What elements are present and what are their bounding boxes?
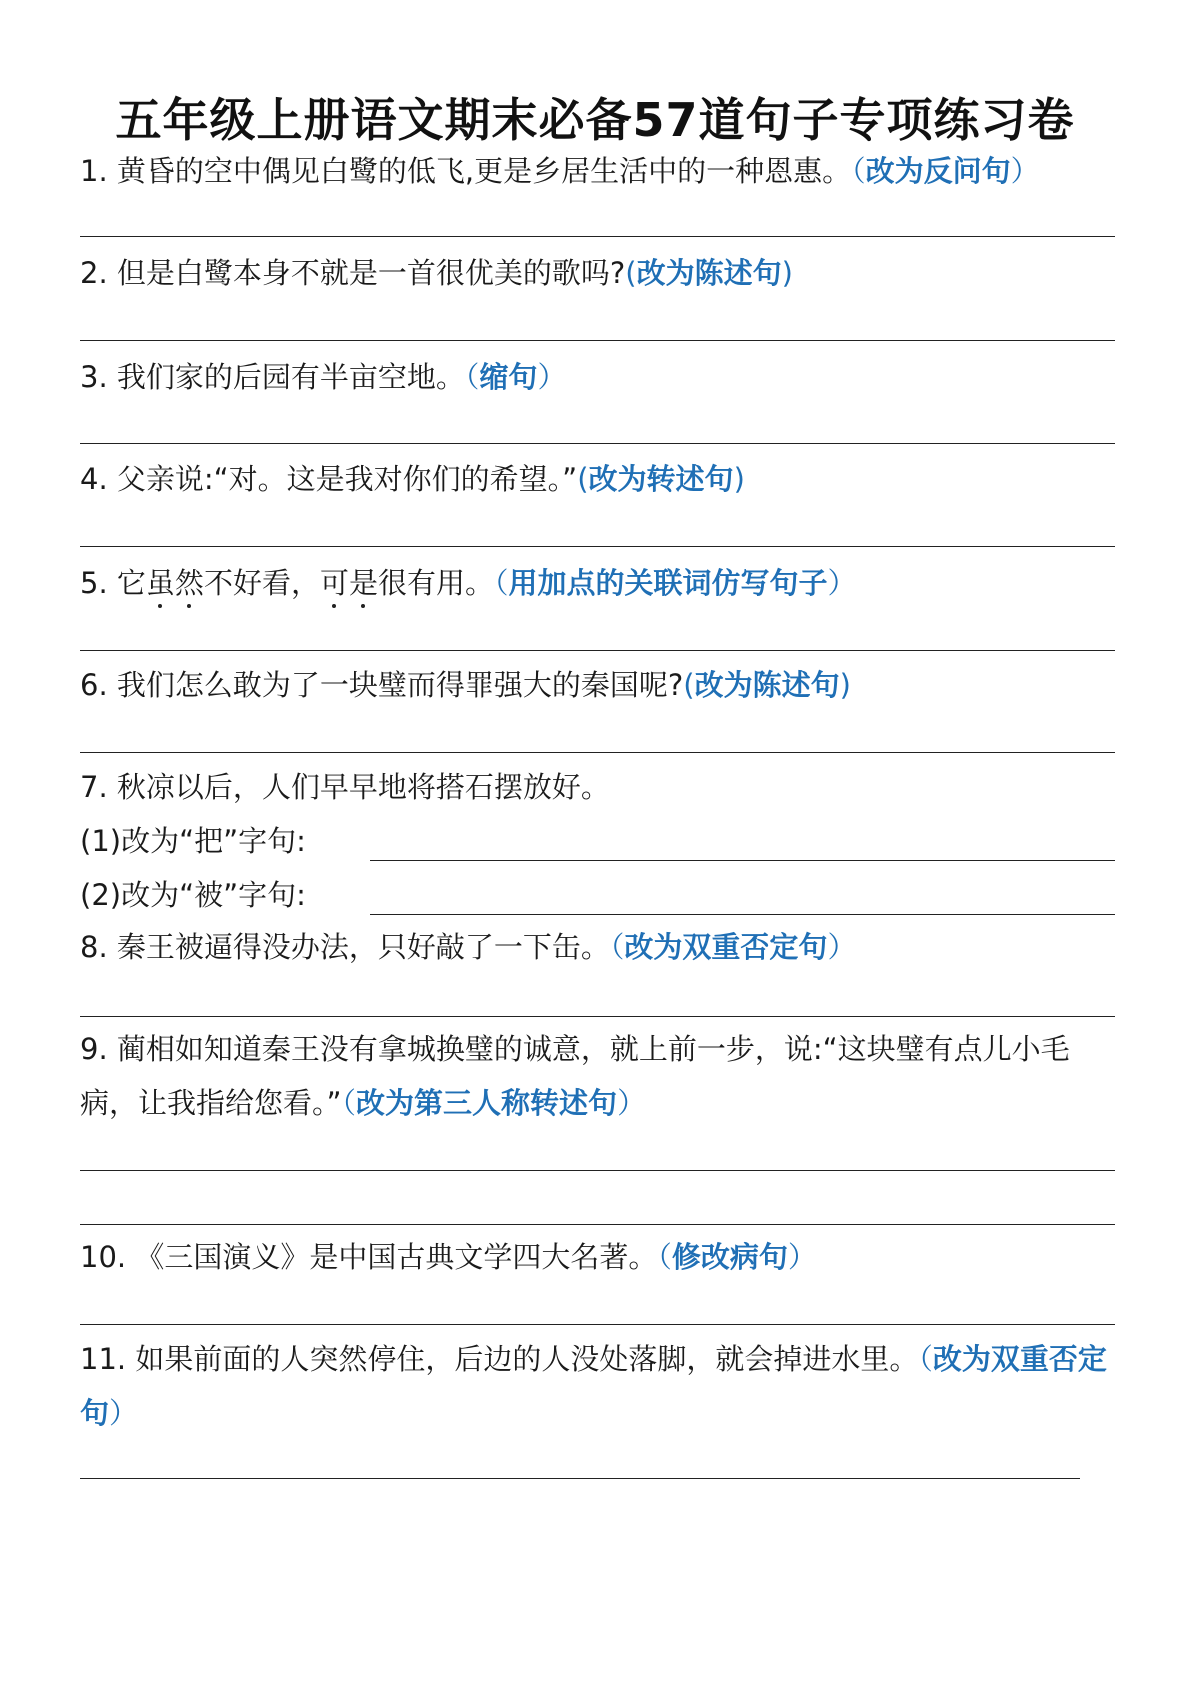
question-number: 3. bbox=[80, 360, 108, 394]
question-hint: 改为陈述句 bbox=[694, 668, 840, 702]
question-number: 11. bbox=[80, 1342, 127, 1376]
emphasis-dot-char: 是 bbox=[349, 556, 378, 610]
question-number: 6. bbox=[80, 668, 108, 702]
question-10: 10. 《三国演义》是中国古典文学四大名著。（修改病句） bbox=[80, 1240, 817, 1274]
question-text: 黄昏的空中偶见白鹭的低飞,更是乡居生活中的一种恩惠。 bbox=[116, 154, 852, 188]
question-hint: 改为转述句 bbox=[588, 462, 734, 496]
question-text: 秋凉以后，人们早早地将搭石摆放好。 bbox=[116, 770, 610, 804]
question-text: 蔺相如知道秦王没有拿城换璧的诚意，就上前一步，说:“这块璧有点儿小毛病，让我指给您看。” bbox=[80, 1032, 1070, 1120]
question-number: 10. bbox=[80, 1240, 127, 1274]
question-11: 11. 如果前面的人突然停住，后边的人没处落脚，就会掉进水里。（改为双重否定句） bbox=[80, 1342, 1107, 1430]
question-hint: 改为陈述句 bbox=[636, 256, 782, 290]
question-number: 4. bbox=[80, 462, 108, 496]
answer-line[interactable] bbox=[80, 650, 1115, 651]
question-6: 6. 我们怎么敢为了一块璧而得罪强大的秦国呢?(改为陈述句) bbox=[80, 668, 851, 702]
question-hint: 改为双重否定句 bbox=[80, 1342, 1107, 1430]
question-7 bbox=[80, 760, 1110, 814]
answer-line[interactable] bbox=[80, 1016, 1115, 1017]
question-hint: 修改病句 bbox=[671, 1240, 788, 1274]
worksheet-title: 五年级上册语文期末必备57道句子专项练习卷 bbox=[115, 93, 1075, 147]
emphasis-dot-char: 可 bbox=[320, 556, 349, 610]
question-8: 8. 秦王被逼得没办法，只好敲了一下缶。（改为双重否定句） bbox=[80, 930, 857, 964]
sub-question-bei: (2)改为“被”字句: bbox=[80, 878, 306, 912]
question-hint: 改为反问句 bbox=[865, 154, 1011, 188]
answer-line[interactable] bbox=[370, 914, 1115, 915]
answer-line[interactable] bbox=[80, 443, 1115, 444]
answer-line[interactable] bbox=[80, 546, 1115, 547]
question-text: 我们怎么敢为了一块璧而得罪强大的秦国呢? bbox=[116, 668, 684, 702]
question-number: 2. bbox=[80, 256, 108, 290]
question-number: 5. bbox=[80, 566, 108, 600]
question-hint: 用加点的关联词仿写句子 bbox=[508, 566, 828, 600]
question-text: 《三国演义》是中国古典文学四大名著。 bbox=[135, 1240, 658, 1274]
question-hint: 改为第三人称转述句 bbox=[356, 1086, 618, 1120]
question-4: 4. 父亲说:“对。这是我对你们的希望。”(改为转述句) bbox=[80, 462, 745, 496]
question-hint: 缩句 bbox=[479, 360, 538, 394]
answer-line[interactable] bbox=[80, 1170, 1115, 1171]
answer-line[interactable] bbox=[80, 1324, 1115, 1325]
answer-line[interactable] bbox=[80, 752, 1115, 753]
question-text: 它虽然不好看，可是很有用。 bbox=[117, 566, 494, 600]
emphasis-dot-char: 虽 bbox=[146, 556, 175, 610]
answer-line[interactable] bbox=[80, 340, 1115, 341]
question-number: 8. bbox=[80, 930, 108, 964]
question-number: 1. bbox=[80, 154, 108, 188]
question-text: 但是白鹭本身不就是一首很优美的歌吗? bbox=[116, 256, 626, 290]
answer-line[interactable] bbox=[80, 236, 1115, 237]
question-9: 9. 蔺相如知道秦王没有拿城换璧的诚意，就上前一步，说:“这块璧有点儿小毛病，让我指给您看。”（改为第三人称转述句） bbox=[80, 1032, 1070, 1120]
question-hint: 改为双重否定句 bbox=[624, 930, 828, 964]
question-number: 9. bbox=[80, 1032, 108, 1066]
question-5: 5. 它虽然不好看，可是很有用。（用加点的关联词仿写句子） bbox=[80, 556, 1110, 610]
emphasis-dot-char: 然 bbox=[175, 556, 204, 610]
question-text: 我们家的后园有半亩空地。 bbox=[116, 360, 465, 394]
answer-line[interactable] bbox=[80, 1224, 1115, 1225]
question-2: 2. 但是白鹭本身不就是一首很优美的歌吗?(改为陈述句) bbox=[80, 256, 793, 290]
sub-question-ba: (1)改为“把”字句: bbox=[80, 824, 306, 858]
question-text: 如果前面的人突然停住，后边的人没处落脚，就会掉进水里。 bbox=[135, 1342, 919, 1376]
answer-line[interactable] bbox=[370, 860, 1115, 861]
question-3: 3. 我们家的后园有半亩空地。（缩句） bbox=[80, 360, 567, 394]
question-number: 7. bbox=[80, 770, 108, 804]
question-text: 父亲说:“对。这是我对你们的希望。” bbox=[116, 462, 578, 496]
question-1: 1. 黄昏的空中偶见白鹭的低飞,更是乡居生活中的一种恩惠。（改为反问句） bbox=[80, 154, 1040, 188]
question-text: 秦王被逼得没办法，只好敲了一下缶。 bbox=[116, 930, 610, 964]
answer-line[interactable] bbox=[80, 1478, 1080, 1479]
